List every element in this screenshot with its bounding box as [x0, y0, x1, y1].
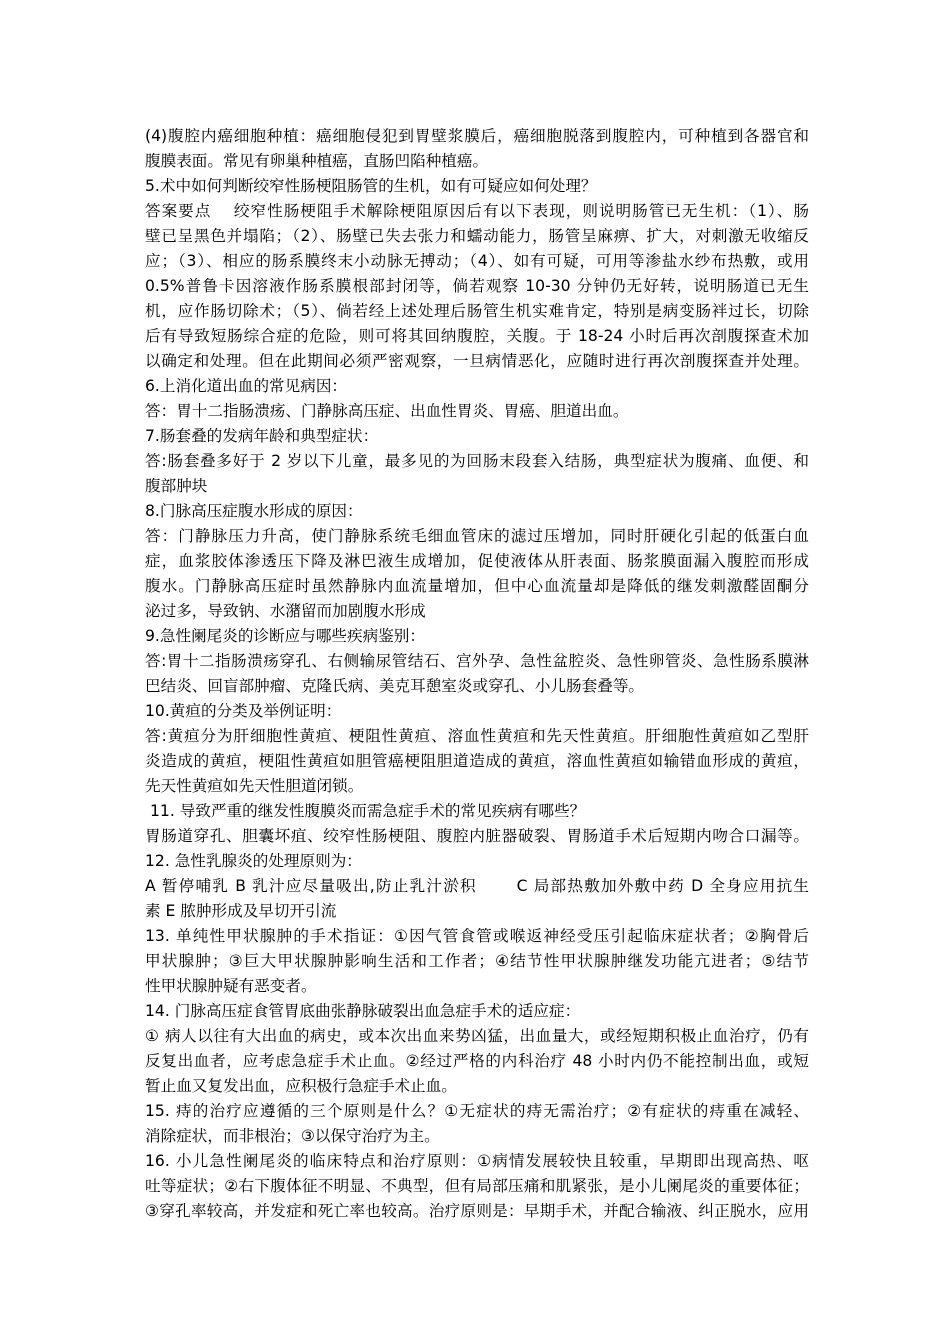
text-line: 7.肠套叠的发病年龄和典型症状：	[145, 427, 379, 445]
text-line: 巴结炎、回盲部肿瘤、克隆氏病、美克耳憩室炎或穿孔、小儿肠套叠等。	[145, 677, 645, 695]
question-6-answer	[145, 399, 809, 424]
item-4-cancer-implantation	[145, 124, 809, 174]
text-line: 壁已呈黑色并塌陷；（2）、肠壁已失去张力和蠕动能力，肠管呈麻痹、扩大，对刺激无收缩反	[145, 227, 809, 245]
text-line: 10.黄疸的分类及举例证明：	[145, 702, 342, 720]
text-line: 13. 单纯性甲状腺肿的手术指证：①因气管食管或喉返神经受压引起临床症状者；②胸骨后	[145, 927, 809, 945]
text-line: 炎造成的黄疸，梗阻性黄疸如胆管癌梗阻胆道造成的黄疸，溶血性黄疸如输错血形成的黄疸，	[145, 752, 809, 770]
text-line: 12. 急性乳腺炎的处理原则为：	[145, 852, 362, 870]
text-line: 9.急性阑尾炎的诊断应与哪些疾病鉴别：	[145, 627, 425, 645]
text-line: 甲状腺肿；③巨大甲状腺肿影响生活和工作者；④结节性甲状腺肿继发功能亢进者；⑤结节	[145, 952, 809, 970]
question-8-answer	[145, 524, 809, 624]
text-line: 11. 导致严重的继发性腹膜炎而需急症手术的常见疾病有哪些？	[150, 802, 586, 820]
question-14-answer	[145, 1024, 809, 1099]
text-line: 腹膜表面。常见有卵巢种植癌，直肠凹陷种植癌。	[145, 152, 489, 170]
text-line: 5.术中如何判断绞窄性肠梗阻肠管的生机，如有可疑应如何处理？	[145, 177, 597, 195]
text-line: 15. 痔的治疗应遵循的三个原则是什么？①无症状的痔无需治疗；②有症状的痔重在减轻、	[145, 1102, 809, 1120]
text-line: 答：门静脉压力升高，使门静脉系统毛细血管床的滤过压增加，同时肝硬化引起的低蛋白血	[145, 527, 809, 545]
text-line: 答:肠套叠多好于 2 岁以下儿童，最多见的为回肠末段套入结肠，典型症状为腹痛、血便、和	[145, 452, 809, 470]
text-line: 反复出血者，应考虑急症手术止血。②经过严格的内科治疗 48 小时内仍不能控制出血，或短	[145, 1052, 809, 1070]
text-line: 泌过多，导致钠、水潴留而加剧腹水形成	[145, 602, 426, 620]
text-line: 16. 小儿急性阑尾炎的临床特点和治疗原则：①病情发展较快且较重，早期即出现高热、呕	[145, 1152, 809, 1170]
question-9-heading	[145, 624, 809, 649]
question-8-heading	[145, 499, 809, 524]
question-10-answer	[145, 724, 809, 799]
text-line: ③穿孔率较高，并发症和死亡率也较高。治疗原则是：早期手术，并配合输液、纠正脱水，应用	[145, 1202, 809, 1220]
question-13-text	[145, 924, 809, 999]
question-16-text	[145, 1149, 809, 1224]
document-body	[145, 124, 809, 1224]
text-line: 以确定和处理。但在此期间必须严密观察，一旦病情恶化，应随时进行再次剖腹探查并处理。	[145, 352, 809, 370]
text-line: 6.上消化道出血的常见病因：	[145, 377, 348, 395]
text-line: 答:黄疸分为肝细胞性黄疸、梗阻性黄疸、溶血性黄疸和先天性黄疸。肝细胞性黄疸如乙型肝	[145, 727, 809, 745]
text-line: 素 E 脓肿形成及早切开引流	[145, 902, 337, 920]
question-14-heading	[145, 999, 809, 1024]
question-7-answer	[145, 449, 809, 499]
text-line: 性甲状腺肿疑有恶变者。	[145, 977, 317, 995]
text-line: 8.门脉高压症腹水形成的原因：	[145, 502, 363, 520]
text-line: 吐等症状；②右下腹体征不明显、不典型，但有局部压痛和肌紧张，是小儿阑尾炎的重要体征；	[145, 1177, 809, 1195]
text-line: 腹部肿块	[145, 477, 208, 495]
text-line: 腹水。门静脉高压症时虽然静脉内血流量增加，但中心血流量却是降低的继发刺激醛固酮分	[145, 577, 809, 595]
question-11-heading	[145, 799, 809, 824]
text-line: 后有导致短肠综合症的危险，则可将其回纳腹腔，关腹。于 18-24 小时后再次剖腹探查术加	[145, 327, 809, 345]
question-12-heading	[145, 849, 809, 874]
question-5-heading	[145, 174, 809, 199]
text-line: 答案要点 绞窄性肠梗阻手术解除梗阻原因后有以下表现，则说明肠管已无生机：（1）、肠	[145, 202, 809, 220]
text-line: 0.5%普鲁卡因溶液作肠系膜根部封闭等，倘若观察 10-30 分钟仍无好转，说明肠道已无生	[145, 277, 809, 295]
text-line: 消除症状，而非根治；③以保守治疗为主。	[145, 1127, 440, 1145]
text-line: 答：胃十二指肠溃疡、门静脉高压症、出血性胃炎、胃癌、胆道出血。	[145, 402, 629, 420]
question-12-answer	[145, 874, 809, 924]
question-11-answer	[145, 824, 809, 849]
text-line: 症，血浆胶体渗透压下降及淋巴液生成增加，促使液体从肝表面、肠浆膜面漏入腹腔而形成	[145, 552, 809, 570]
text-line: A 暂停哺乳 B 乳汁应尽量吸出,防止乳汁淤积 C 局部热敷加外敷中药 D 全身应用抗生	[145, 877, 809, 895]
text-line: 先天性黄疸如先天性胆道闭锁。	[145, 777, 364, 795]
text-line: 机，应作肠切除术；（5）、倘若经上述处理后肠管生机实难肯定，特别是病变肠袢过长，切除	[145, 302, 809, 320]
text-line: (4)腹腔内癌细胞种植：癌细胞侵犯到胃壁浆膜后，癌细胞脱落到腹腔内，可种植到各器官和	[145, 127, 809, 145]
question-10-heading	[145, 699, 809, 724]
text-line: ① 病人以往有大出血的病史，或本次出血来势凶猛，出血量大，或经短期积极止血治疗，仍有	[145, 1027, 809, 1045]
question-5-answer	[145, 199, 809, 374]
text-line: 暂止血又复发出血，应积极行急症手术止血。	[145, 1077, 457, 1095]
text-line: 14. 门脉高压症食管胃底曲张静脉破裂出血急症手术的适应症：	[145, 1002, 581, 1020]
question-9-answer	[145, 649, 809, 699]
question-6-heading	[145, 374, 809, 399]
text-line: 答:胃十二指肠溃疡穿孔、右侧输尿管结石、宫外孕、急性盆腔炎、急性卵管炎、急性肠系膜淋	[145, 652, 809, 670]
question-15-text	[145, 1099, 809, 1149]
text-line: 胃肠道穿孔、胆囊坏疽、绞窄性肠梗阻、腹腔内脏器破裂、胃肠道手术后短期内吻合口漏等。	[145, 827, 809, 845]
text-line: 应；（3）、相应的肠系膜终末小动脉无搏动；（4）、如有可疑，可用等渗盐水纱布热敷，或用	[145, 252, 809, 270]
question-7-heading	[145, 424, 809, 449]
